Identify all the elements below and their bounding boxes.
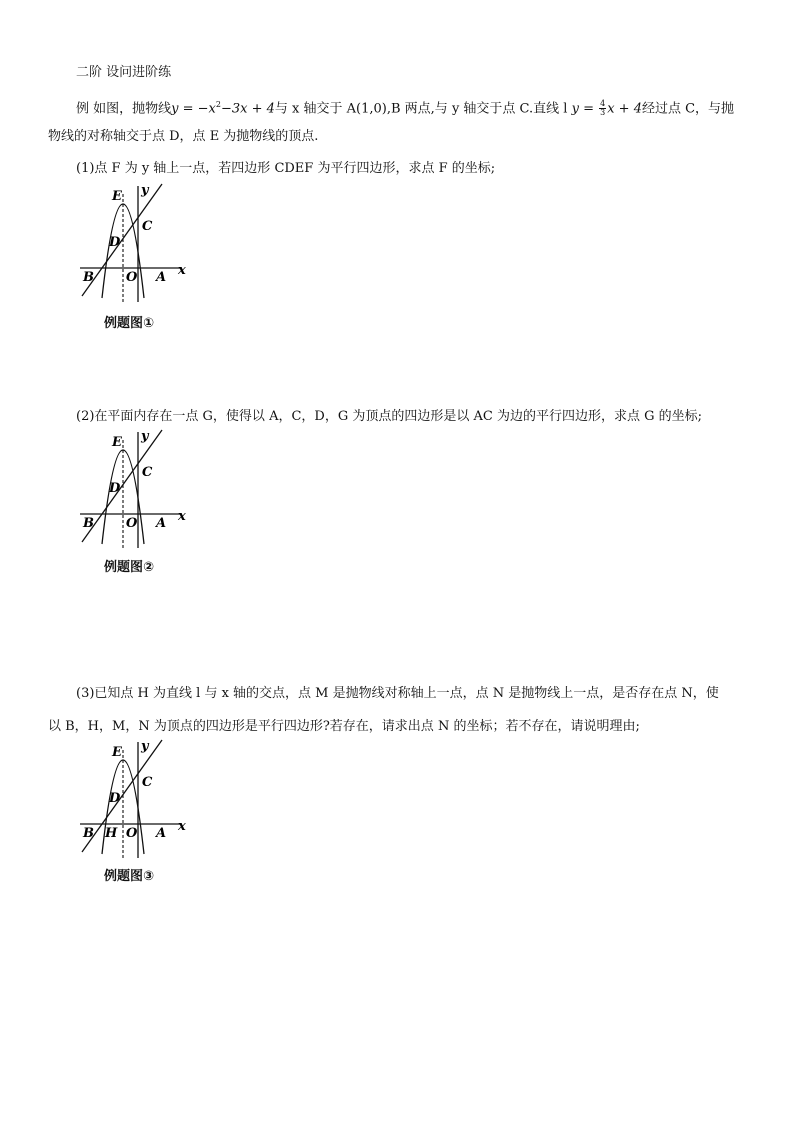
label-A: A [156, 270, 167, 285]
label-O: O [126, 270, 138, 285]
figure-2-svg [78, 426, 198, 551]
label-B: B [83, 826, 94, 841]
label-y: y [141, 739, 149, 754]
label-y: y [141, 183, 149, 198]
eq1-lhs: y [171, 101, 179, 117]
label-A: A [156, 826, 167, 841]
label-O: O [126, 516, 138, 531]
eq2-lhs: y = [571, 101, 599, 117]
example-tail: 经过点 C，与抛 [641, 101, 735, 117]
example-prefix: 例 如图，抛物线 [76, 101, 172, 117]
label-O: O [126, 826, 138, 841]
label-C: C [142, 775, 153, 790]
label-H: H [105, 826, 118, 841]
label-x: x [178, 819, 186, 834]
label-D: D [109, 791, 121, 806]
figure-3-caption: 例题图③ [104, 869, 155, 884]
question-1-text: (1)点 F 为 y 轴上一点，若四边形 CDEF 为平行四边形，求点 F 的坐标; [76, 161, 496, 176]
label-A: A [156, 516, 167, 531]
label-x: x [178, 263, 186, 278]
figure-1-svg [78, 180, 198, 305]
question-2-text: (2)在平面内存在一点 G，使得以 A，C，D，G 为顶点的四边形是以 AC 为边的平行四边形，求点 G 的坐标; [76, 409, 702, 424]
figure-2-caption: 例题图② [104, 560, 155, 575]
label-x: x [178, 509, 186, 524]
figure-1 [78, 180, 198, 305]
label-D: D [109, 481, 121, 496]
label-E: E [112, 189, 122, 204]
question-3-line-1: (3)已知点 H 为直线 l 与 x 轴的交点，点 M 是抛物线对称轴上一点，点 N 是抛物线上一点，是否存在点 N，使 [76, 686, 719, 701]
figure-3-svg [78, 736, 198, 861]
section-heading: 二阶 设问进阶练 [76, 65, 172, 80]
label-E: E [112, 435, 122, 450]
label-C: C [142, 465, 153, 480]
label-y: y [141, 429, 149, 444]
example-line-1 [76, 96, 734, 118]
question-3-line-2: 以 B，H，M，N 为顶点的四边形是平行四边形?若存在，请求出点 N 的坐标；若不存在，请说明理由; [48, 719, 640, 734]
eq2-rest: x + 4 [607, 101, 642, 117]
eq2-fraction: $\frac{4}{3}$ [600, 99, 606, 118]
label-C: C [142, 219, 153, 234]
figure-3 [78, 736, 198, 861]
eq1-mid: = −x [178, 101, 216, 117]
eq1-rest: −3x + 4 [220, 101, 275, 117]
label-B: B [83, 270, 94, 285]
example-mid: 与 x 轴交于 A(1,0),B 两点,与 y 轴交于点 C.直线 l [274, 101, 572, 117]
figure-2 [78, 426, 198, 551]
label-B: B [83, 516, 94, 531]
eq1-sup: 2 [215, 100, 221, 109]
label-E: E [112, 745, 122, 760]
figure-1-caption: 例题图① [104, 316, 155, 331]
example-line-2: 物线的对称轴交于点 D，点 E 为抛物线的顶点. [48, 129, 319, 144]
label-D: D [109, 235, 121, 250]
